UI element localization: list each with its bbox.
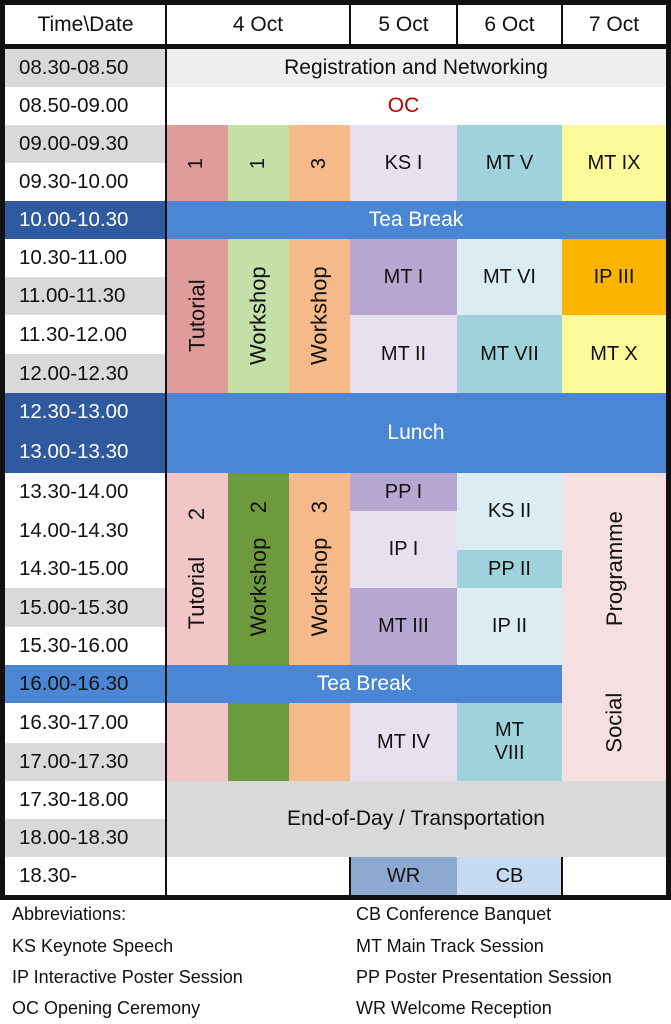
legend-item: IP Interactive Poster Session (12, 967, 243, 987)
main-track-8 (457, 703, 562, 781)
time-slot: 17.30-18.00 (5, 781, 166, 819)
main-track-7: MT VII (457, 315, 562, 393)
welcome-reception: WR (350, 857, 457, 895)
lunch-band: Lunch (166, 393, 666, 473)
grid-line (349, 857, 351, 895)
header-corner: Time\Date (5, 5, 166, 45)
header-day: 6 Oct (457, 5, 562, 45)
workshop-3-number (289, 125, 350, 201)
grid-line (0, 0, 5, 900)
grid-line (561, 5, 563, 49)
time-slot: 14.00-14.30 (5, 511, 166, 550)
workshop-3-num: 3 (308, 157, 330, 169)
time-slot: 10.00-10.30 (5, 201, 166, 239)
workshop-3b-late (289, 703, 350, 781)
legend-item: PP Poster Presentation Session (356, 967, 612, 987)
time-slot: 15.30-16.00 (5, 627, 166, 665)
legend-item: WR Welcome Reception (356, 998, 552, 1018)
workshop-1-num: 1 (247, 157, 269, 169)
keynote-1: KS I (350, 125, 457, 201)
time-slot: 09.00-09.30 (5, 125, 166, 163)
workshop-2-block (228, 473, 289, 665)
keynote-2: KS II (457, 473, 562, 550)
workshop-2-num: 2 (245, 501, 271, 514)
conference-banquet: CB (457, 857, 562, 895)
time-slot: 18.00-18.30 (5, 819, 166, 857)
workshop-2-late (228, 703, 289, 781)
time-slot: 13.00-13.30 (5, 431, 166, 473)
workshop-1-block (228, 239, 289, 393)
mt8-line1: MT (495, 719, 524, 741)
tutorial-2-block (166, 473, 228, 665)
empty-cell (457, 87, 666, 125)
interactive-poster-2: IP II (457, 588, 562, 665)
legend-item: MT Main Track Session (356, 936, 544, 956)
grid-line (0, 0, 671, 5)
header-day: 5 Oct (350, 5, 457, 45)
empty-cell (562, 857, 666, 895)
workshop-2-text (246, 501, 271, 636)
interactive-poster-1: IP I (350, 511, 457, 588)
tutorial-2-text (184, 508, 209, 629)
time-slot: 17.00-17.30 (5, 743, 166, 781)
tutorial-label: Tutorial (184, 279, 210, 353)
tutorial-1-num: 1 (185, 157, 208, 169)
workshop-3b-text (307, 501, 332, 636)
main-track-3: MT III (350, 588, 457, 665)
tutorial-2-late (166, 703, 228, 781)
tutorial-1-block (166, 239, 228, 393)
grid-line (456, 5, 458, 49)
main-track-6: MT VI (457, 239, 562, 315)
social-programme (562, 473, 666, 781)
time-slot: 13.30-14.00 (5, 473, 166, 511)
workshop-3b-block (289, 473, 350, 665)
time-slot: 09.30-10.00 (5, 163, 166, 201)
header-day: 4 Oct (166, 5, 350, 45)
end-of-day-band: End-of-Day / Transportation (166, 781, 666, 857)
tutorial-2-num: 2 (184, 508, 210, 521)
mt8-line2: VIII (494, 742, 525, 764)
time-slot: 18.30- (5, 857, 166, 895)
programme-wrap (562, 473, 666, 665)
grid-line (666, 0, 671, 900)
workshop-label: Workshop (306, 266, 332, 366)
time-slot: 15.00-15.30 (5, 588, 166, 627)
main-track-4: MT IV (350, 703, 457, 781)
registration-band: Registration and Networking (166, 49, 666, 87)
tea-break-morning: Tea Break (166, 201, 666, 239)
main-track-10: MT X (562, 315, 666, 393)
time-slot: 08.30-08.50 (5, 49, 166, 87)
time-slot: 16.30-17.00 (5, 703, 166, 743)
social-label: Social (601, 693, 627, 753)
main-track-5: MT V (457, 125, 562, 201)
tea-break-afternoon: Tea Break (166, 665, 562, 703)
grid-line (561, 857, 563, 895)
programme-label: Programme (601, 511, 627, 627)
header-day: 7 Oct (562, 5, 666, 45)
time-slot: 12.30-13.00 (5, 393, 166, 431)
workshop-3-block (289, 239, 350, 393)
workshop-1-number (228, 125, 289, 201)
abbreviations-legend (0, 900, 671, 1024)
legend-item: KS Keynote Speech (12, 936, 174, 956)
workshop-label: Workshop (306, 538, 332, 637)
legend-title: Abbreviations: (12, 904, 127, 924)
time-slot: 14.30-15.00 (5, 550, 166, 588)
empty-cell (166, 857, 350, 895)
legend-item: CB Conference Banquet (356, 904, 552, 924)
empty-cell (166, 87, 350, 125)
time-slot: 11.00-11.30 (5, 277, 166, 315)
grid-line (349, 5, 351, 49)
time-slot: 11.30-12.00 (5, 315, 166, 354)
workshop-label: Workshop (245, 538, 271, 637)
main-track-1: MT I (350, 239, 457, 315)
interactive-poster-3: IP III (562, 239, 666, 315)
poster-presentation-2: PP II (457, 550, 562, 588)
time-slot: 16.00-16.30 (5, 665, 166, 703)
time-slot: 10.30-11.00 (5, 239, 166, 277)
social-wrap (562, 665, 666, 781)
workshop-label: Workshop (245, 266, 271, 366)
main-track-2: MT II (350, 315, 457, 393)
opening-ceremony: OC (350, 87, 457, 125)
main-track-9: MT IX (562, 125, 666, 201)
workshop-3b-num: 3 (306, 501, 332, 514)
grid-line (165, 0, 167, 900)
poster-presentation-1: PP I (350, 473, 457, 511)
grid-line (0, 44, 671, 49)
time-slot: 12.00-12.30 (5, 354, 166, 393)
tutorial-label: Tutorial (184, 557, 210, 630)
tutorial-1-number (166, 125, 228, 201)
legend-item: OC Opening Ceremony (12, 998, 201, 1018)
time-slot: 08.50-09.00 (5, 87, 166, 125)
